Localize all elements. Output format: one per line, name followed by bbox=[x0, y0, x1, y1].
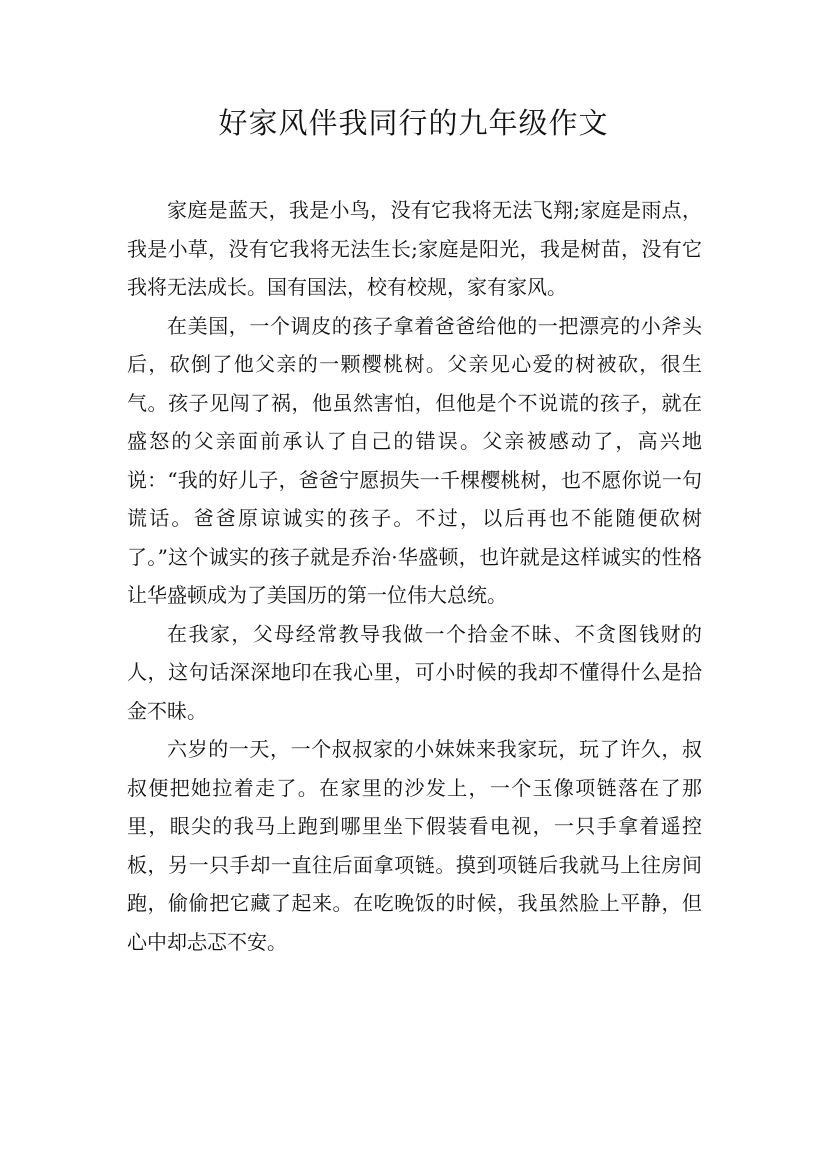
paragraph-1: 家庭是蓝天，我是小鸟，没有它我将无法飞翔;家庭是雨点，我是小草，没有它我将无法生长;家庭是阳光，我是树苗，没有它我将无法成长。国有国法，校有校规，家有家风。 bbox=[127, 198, 702, 299]
paragraph-2: 在美国，一个调皮的孩子拿着爸爸给他的一把漂亮的小斧头后，砍倒了他父亲的一颗樱桃树。父亲见心爱的树被砍，很生气。孩子见闯了祸，他虽然害怕，但他是个不说谎的孩子，就在盛怒的父亲面前承认了自己的错误。父亲被感动了，高兴地说：“我的好儿子，爸爸宁愿损失一千棵樱桃树，也不愿你说一句谎话。爸爸原谅诚实的孩子。不过，以后再也不能随便砍树了。”这个诚实的孩子就是乔治·华盛顿，也许就是这样诚实的性格让华盛顿成为了美国历的第一位伟大总统。 bbox=[127, 313, 702, 607]
document-title: 好家风伴我同行的九年级作文 bbox=[218, 106, 609, 140]
paragraph-4: 六岁的一天，一个叔叔家的小妹妹来我家玩，玩了许久，叔叔便把她拉着走了。在家里的沙发上，一个玉像项链落在了那里，眼尖的我马上跑到哪里坐下假装看电视，一只手拿着遥控板，另一只手却一直往后面拿项链。摸到项链后我就马上往房间跑，偷偷把它藏了起来。在吃晚饭的时候，我虽然脸上平静，但心中却忐忑不安。 bbox=[127, 737, 702, 954]
paragraph-3: 在我家，父母经常教导我做一个拾金不昧、不贪图钱财的人，这句话深深地印在我心里，可小时候的我却不懂得什么是拾金不昧。 bbox=[127, 621, 702, 723]
document-body bbox=[127, 191, 702, 961]
